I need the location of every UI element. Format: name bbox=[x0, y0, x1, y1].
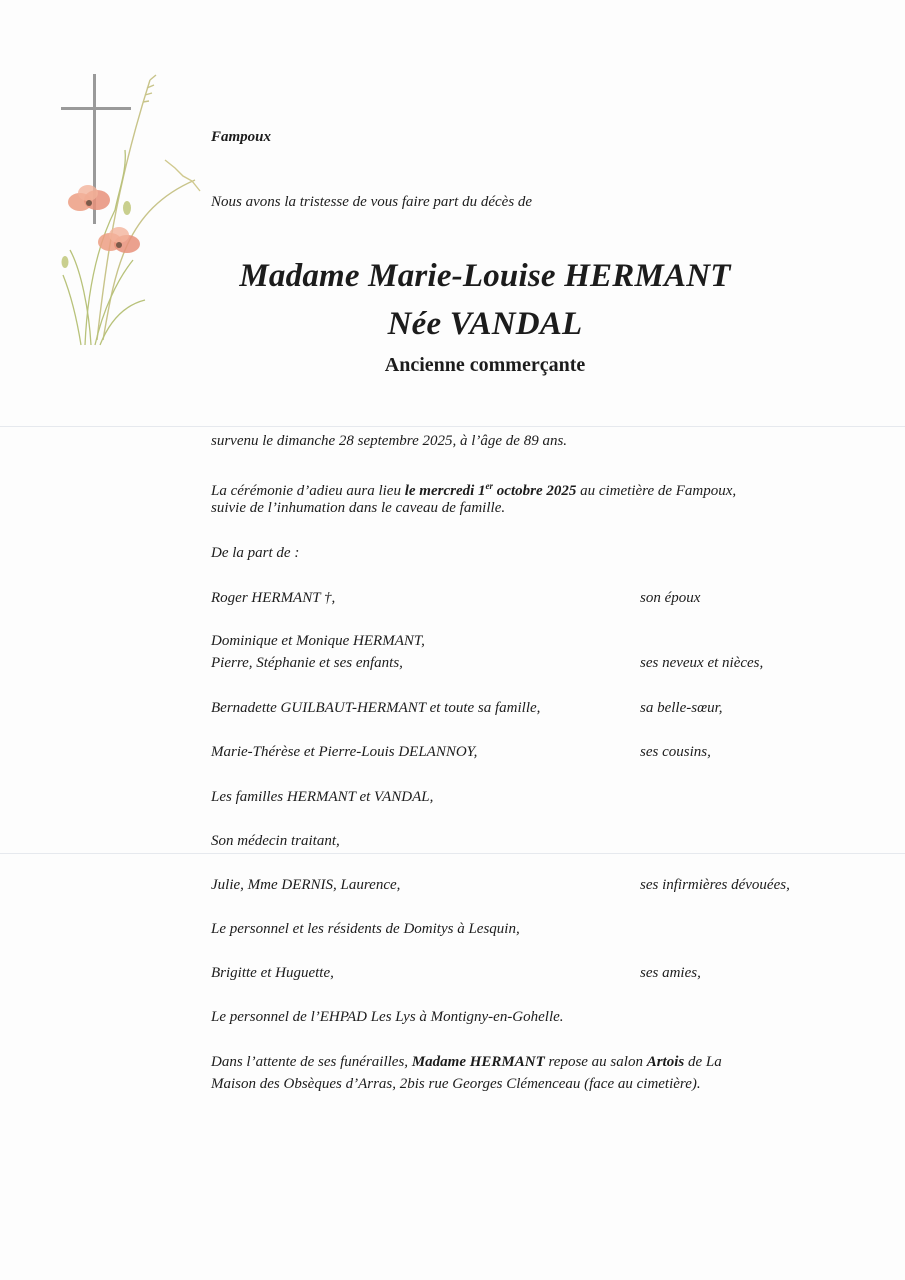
from-label: De la part de : bbox=[211, 545, 300, 561]
family-member: Son médecin traitant, bbox=[211, 833, 340, 849]
family-relation: ses amies, bbox=[640, 965, 701, 981]
family-relation: ses neveux et nièces, bbox=[640, 655, 764, 671]
family-member: Marie-Thérèse et Pierre-Louis DELANNOY, bbox=[211, 744, 478, 760]
deceased-name: Madame Marie-Louise HERMANT bbox=[239, 258, 731, 294]
poppy-icon bbox=[68, 185, 110, 211]
family-member: Le personnel et les résidents de Domitys à Lesquin, bbox=[211, 921, 520, 937]
family-member: Julie, Mme DERNIS, Laurence, bbox=[211, 877, 401, 893]
town-name: Fampoux bbox=[211, 129, 272, 145]
family-member: Les familles HERMANT et VANDAL, bbox=[211, 789, 434, 805]
family-relation: ses cousins, bbox=[640, 744, 711, 760]
rest-info-line-2: Maison des Obsèques d’Arras, 2bis rue Georges Clémenceau (face au cimetière). bbox=[211, 1076, 701, 1092]
poppy-icon bbox=[98, 227, 140, 253]
rest-info-line: Dans l’attente de ses funérailles, Madame HERMANT repose au salon Artois de La bbox=[211, 1054, 722, 1070]
family-member: Le personnel de l’EHPAD Les Lys à Montigny-en-Gohelle. bbox=[211, 1009, 564, 1025]
family-member: Brigitte et Huguette, bbox=[211, 965, 334, 981]
profession: Ancienne commerçante bbox=[384, 354, 586, 376]
family-relation: son époux bbox=[640, 590, 701, 606]
family-member: Pierre, Stéphanie et ses enfants, bbox=[211, 655, 403, 671]
wheat-icon bbox=[97, 75, 200, 340]
intro-text: Nous avons la tristesse de vous faire part du décès de bbox=[211, 194, 533, 210]
fold-line bbox=[0, 426, 905, 427]
bud-icon bbox=[123, 201, 131, 215]
fold-line bbox=[0, 853, 905, 854]
maiden-name: Née VANDAL bbox=[387, 306, 583, 342]
family-member: Bernadette GUILBAUT-HERMANT et toute sa famille, bbox=[211, 700, 541, 716]
family-relation: sa belle-sœur, bbox=[640, 700, 723, 716]
family-member: Roger HERMANT †, bbox=[211, 590, 336, 606]
family-relation: ses infirmières dévouées, bbox=[640, 877, 790, 893]
death-date-line: survenu le dimanche 28 septembre 2025, à l’âge de 89 ans. bbox=[211, 433, 568, 449]
ceremony-line-2: suivie de l’inhumation dans le caveau de famille. bbox=[211, 500, 506, 516]
family-member: Dominique et Monique HERMANT, bbox=[211, 633, 425, 649]
ceremony-line: La cérémonie d’adieu aura lieu le mercredi 1er octobre 2025 au cimetière de Fampoux, bbox=[211, 481, 737, 499]
